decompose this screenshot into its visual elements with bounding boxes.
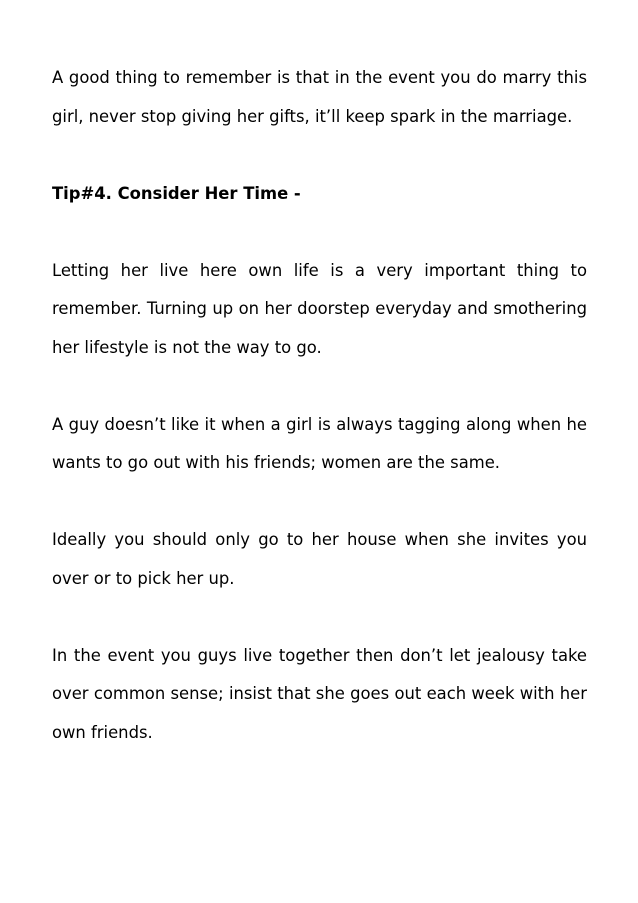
- paragraph-gifts: A good thing to remember is that in the event you do marry this girl, never stop giving her gifts, it’ll keep spark in the marriage.: [52, 68, 587, 126]
- paragraph-invites: Ideally you should only go to her house when she invites you over or to pick her up.: [52, 530, 587, 588]
- paragraph-own-life: Letting her live here own life is a very important thing to remember. Turning up on her doorstep everyday and smothering her lifestyle is not the way to go.: [52, 260, 587, 357]
- tip-heading: Tip#4. Consider Her Time -: [52, 183, 301, 203]
- page-body: [52, 59, 587, 791]
- paragraph-tagging-along: A guy doesn’t like it when a girl is always tagging along when he wants to go out with his friends; women are the same.: [52, 414, 587, 472]
- paragraph-live-together: In the event you guys live together then don’t let jealousy take over common sense; insist that she goes out each week with her own friends.: [52, 645, 587, 742]
